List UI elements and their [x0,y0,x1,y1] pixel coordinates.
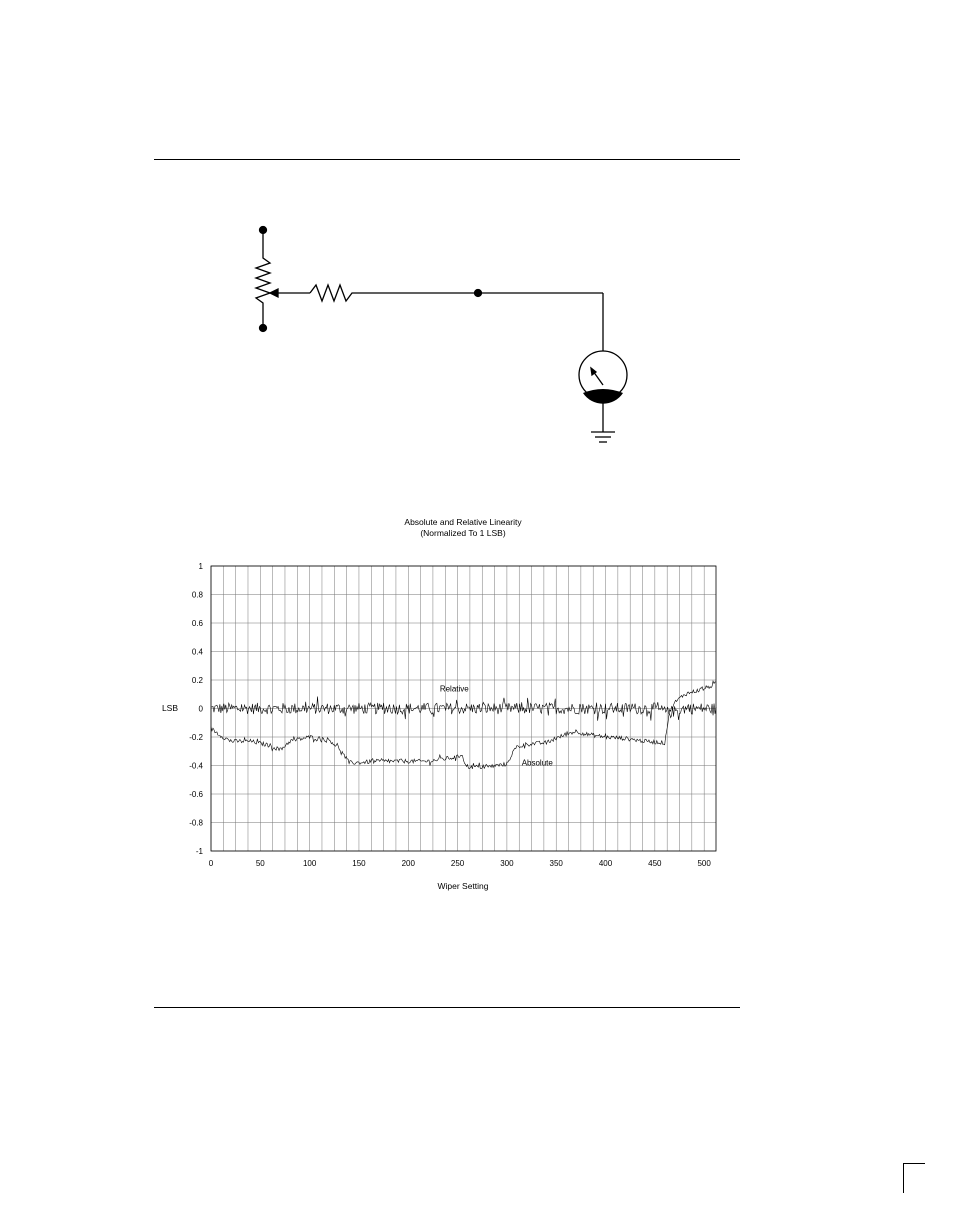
terminal-top [260,227,267,234]
x-tick-label: 150 [352,859,366,868]
x-axis [209,859,712,868]
annotation-absolute: Absolute [521,758,553,768]
y-tick-label: 1 [198,562,203,571]
series-resistor [310,285,358,301]
x-tick-label: 300 [500,859,514,868]
y-tick-label: -0.4 [189,761,203,771]
x-tick-label: 100 [302,859,317,868]
series-line-absolute [211,681,716,769]
y-tick-label: 0.6 [191,619,203,628]
chart-title: Absolute and Relative Linearity [404,517,522,527]
junction-node [475,290,482,297]
linearity-chart [150,510,750,900]
x-tick-label: 50 [255,859,265,868]
y-tick-label: -1 [195,847,203,856]
x-tick-label: 450 [648,859,662,868]
y-tick-label: 0.8 [191,590,203,600]
y-tick-label: -0.8 [189,818,203,828]
terminal-bottom [260,325,267,332]
y-axis-label: LSB [161,703,179,713]
x-tick-label: 500 [697,859,711,868]
y-axis [189,562,203,856]
y-tick-label: 0.4 [191,647,203,657]
annotation-relative: Relative [439,684,469,694]
potentiometer [256,233,270,325]
x-tick-label: 250 [450,859,465,868]
x-tick-label: 200 [401,859,415,868]
crop-mark-bottom-vertical [903,1163,904,1193]
x-tick-label: 0 [208,859,214,868]
series-layer [211,681,716,769]
x-axis-label: Wiper Setting [437,881,489,891]
footer-rule [154,1007,740,1008]
y-tick-label: 0.2 [191,676,203,685]
wiper-arrow [270,289,278,297]
y-tick-label: -0.6 [189,790,203,799]
crop-mark-bottom [903,1163,925,1164]
y-tick-label: -0.2 [189,733,203,742]
circuit-schematic [0,0,954,470]
x-tick-label: 400 [598,859,613,868]
x-tick-label: 350 [549,859,563,868]
chart-subtitle: (Normalized To 1 LSB) [420,528,506,538]
y-tick-label: 0 [198,704,203,714]
